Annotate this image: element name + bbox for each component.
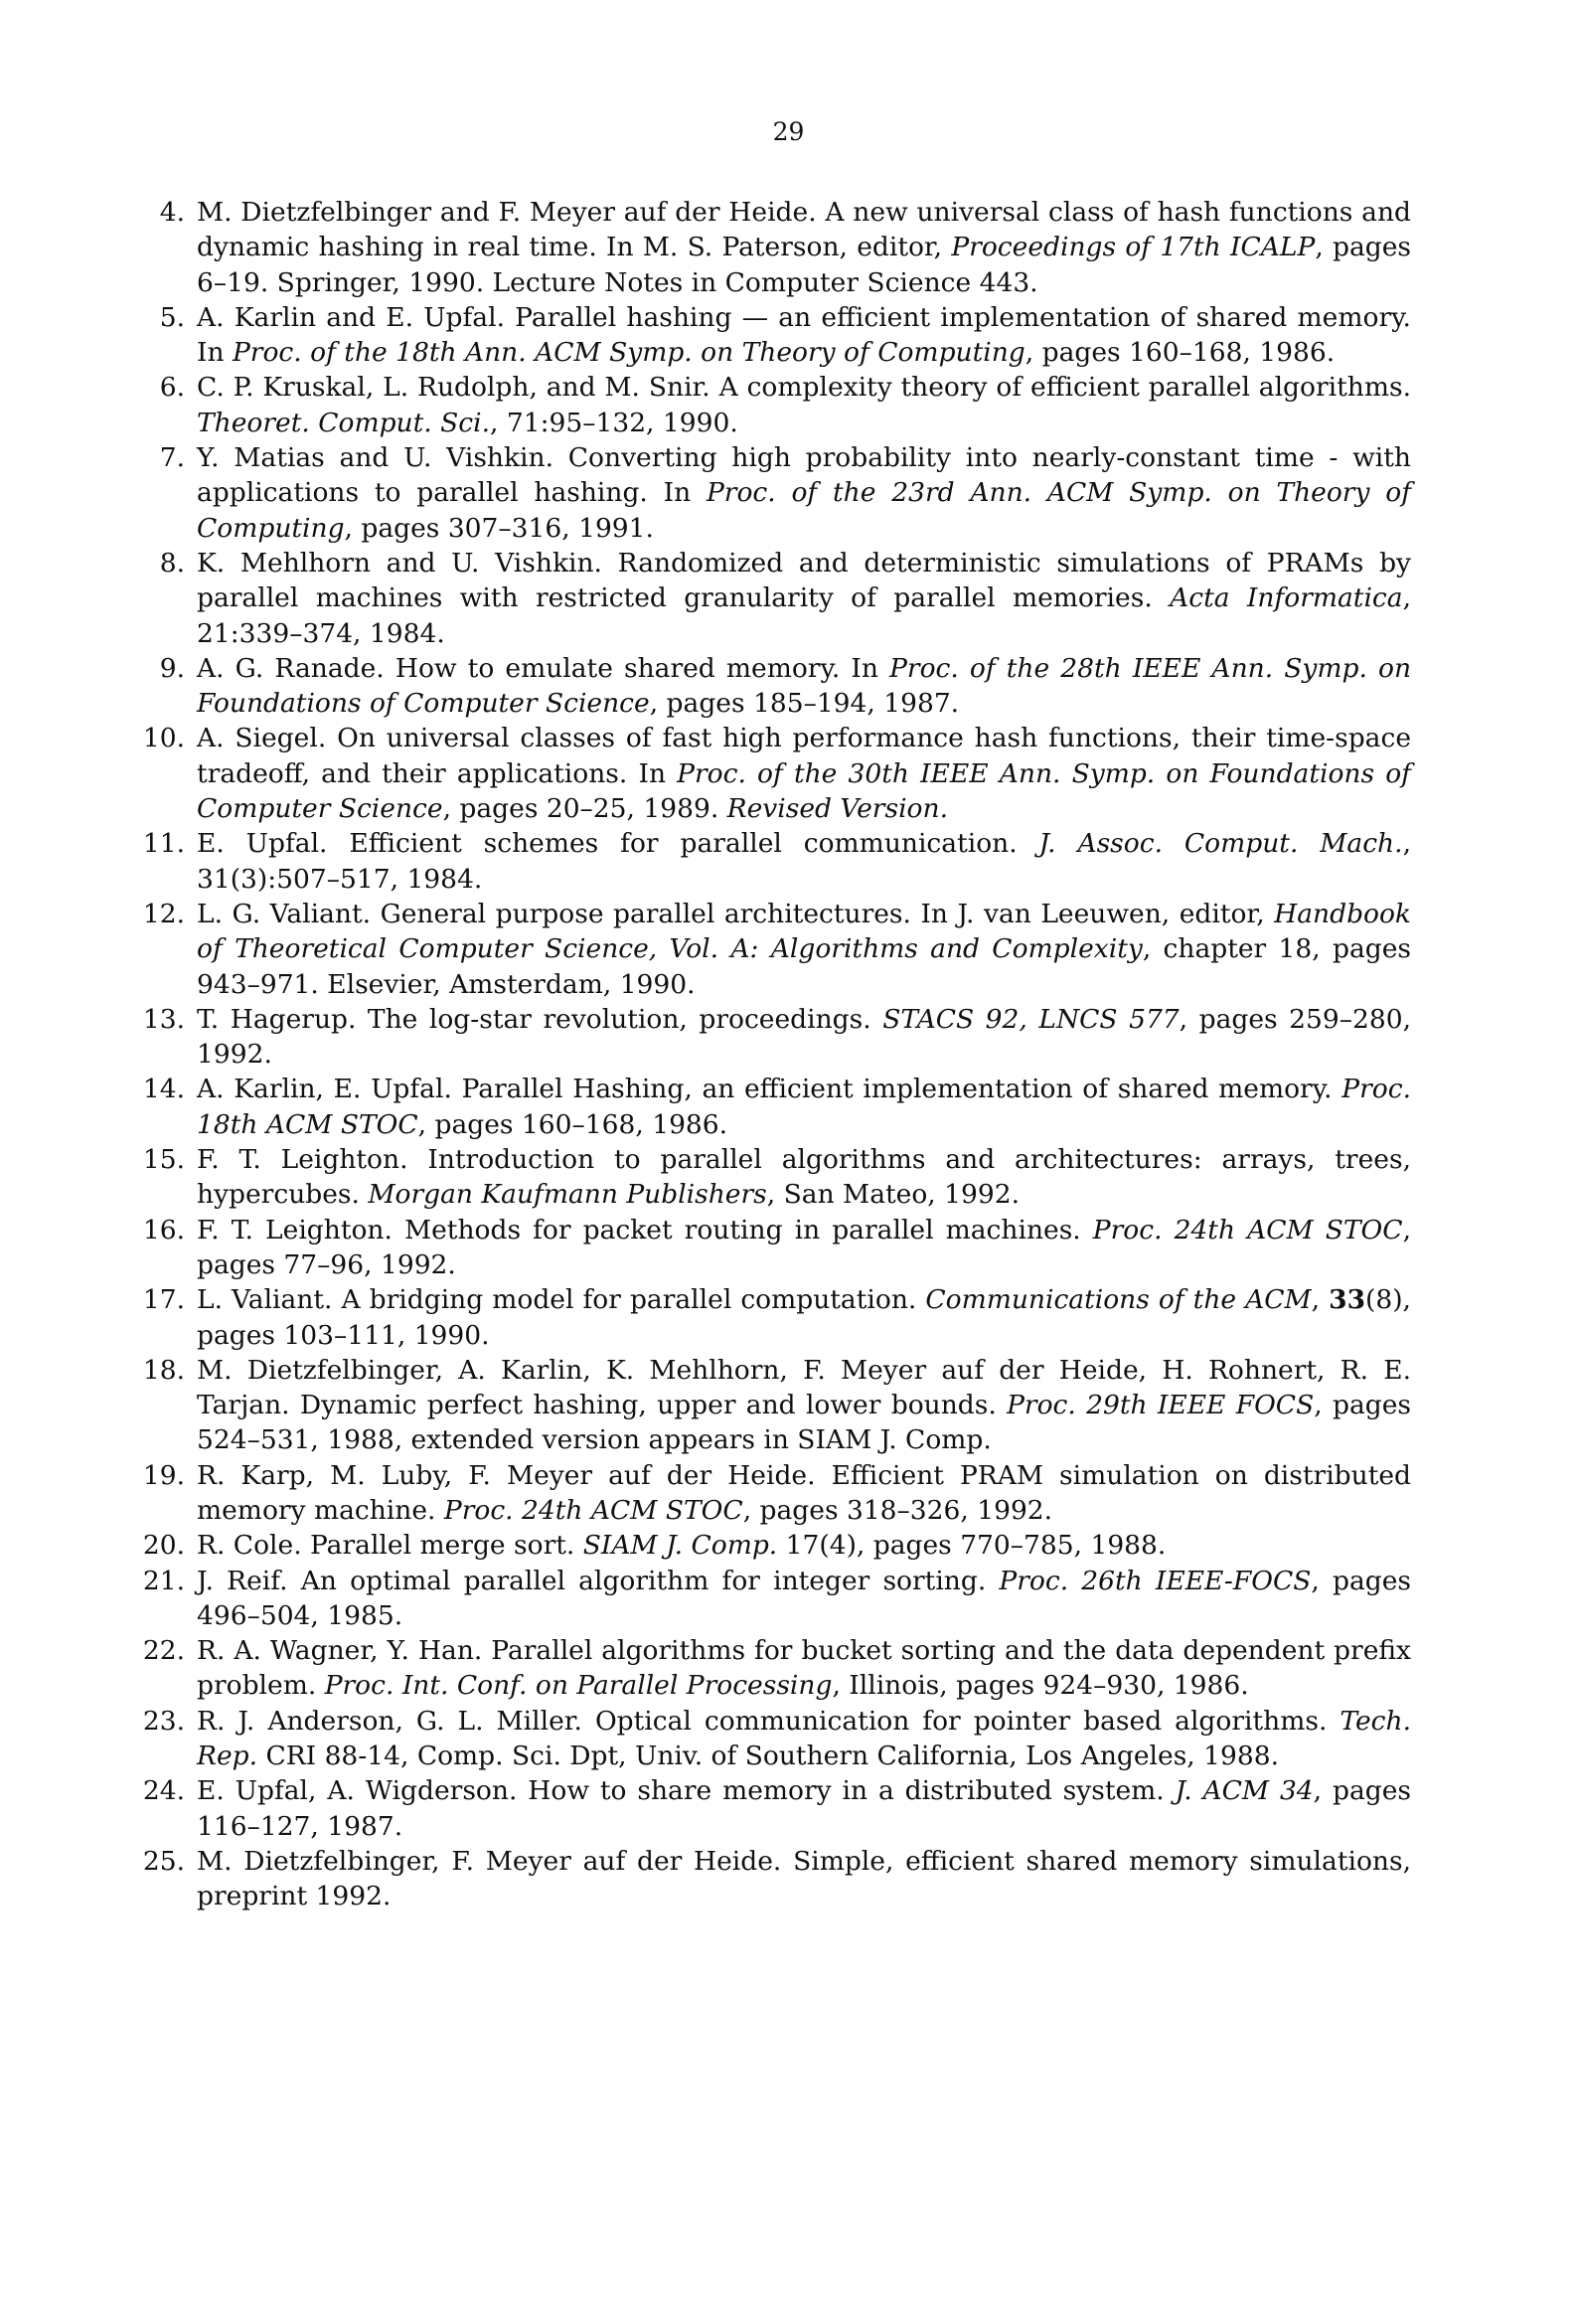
reference-number: 6. bbox=[159, 372, 185, 404]
reference-item bbox=[159, 651, 1411, 722]
reference-text bbox=[197, 1072, 1411, 1142]
reference-text-segment: , pages 307–316, 1991. bbox=[344, 512, 654, 544]
reference-number: 9. bbox=[159, 652, 185, 684]
reference-italic-text: Handbook of Theoretical Computer Science, Vol. A: Algorithms and Complexity bbox=[197, 898, 1411, 965]
reference-item bbox=[142, 1773, 1411, 1844]
reference-item bbox=[159, 195, 1411, 300]
reference-item bbox=[142, 1844, 1411, 1914]
reference-italic-text: Morgan Kaufmann Publishers bbox=[368, 1179, 767, 1211]
reference-text-segment: , bbox=[1311, 1284, 1330, 1316]
reference-number: 23. bbox=[142, 1705, 185, 1737]
reference-text-segment: , Illinois, pages 924–930, 1986. bbox=[832, 1670, 1249, 1702]
reference-text-segment: T. Hagerup. The log-star revolution, proceedings. bbox=[197, 1003, 883, 1035]
reference-text bbox=[197, 1213, 1411, 1283]
reference-number: 19. bbox=[142, 1459, 185, 1491]
reference-number: 14. bbox=[142, 1074, 185, 1105]
reference-text-segment: , pages 160–168, 1986. bbox=[417, 1108, 728, 1140]
reference-number: 13. bbox=[142, 1003, 185, 1035]
reference-item bbox=[142, 1072, 1411, 1142]
reference-text bbox=[197, 370, 1411, 440]
reference-italic-text: Proc. Int. Conf. on Parallel Processing bbox=[324, 1670, 833, 1702]
reference-text-segment: C. P. Kruskal, L. Rudolph, and M. Snir. A complexity theory of efficient parallel algorithms. bbox=[197, 372, 1411, 404]
reference-text bbox=[197, 546, 1411, 651]
reference-text-segment: R. Karp, M. Luby, F. Meyer auf der Heide. Efficient PRAM simulation on distributed memory machine. bbox=[197, 1459, 1411, 1526]
reference-text-segment: 17(4), pages 770–785, 1988. bbox=[777, 1530, 1167, 1562]
reference-italic-text: J. ACM 34 bbox=[1175, 1775, 1314, 1807]
reference-number: 5. bbox=[159, 301, 185, 333]
reference-text-segment: CRI 88-14, Comp. Sci. Dpt, Univ. of Southern California, Los Angeles, 1988. bbox=[257, 1741, 1280, 1772]
reference-text bbox=[197, 1528, 1411, 1563]
reference-text-segment: M. Dietzfelbinger and F. Meyer auf der Heide. A new universal class of hash functions and dynamic hashing in real time. In M. S. Paterson, editor, bbox=[197, 197, 1411, 263]
reference-text-segment: , pages 77–96, 1992. bbox=[197, 1214, 1411, 1280]
reference-text bbox=[197, 721, 1411, 826]
reference-number: 20. bbox=[142, 1530, 185, 1562]
reference-item bbox=[142, 1213, 1411, 1283]
reference-number: 24. bbox=[142, 1775, 185, 1807]
reference-text-segment: , pages 20–25, 1989. bbox=[442, 793, 727, 825]
reference-text-segment: , pages 496–504, 1985. bbox=[197, 1565, 1411, 1631]
reference-italic-text: Revised Version. bbox=[726, 793, 948, 825]
reference-text bbox=[197, 1704, 1411, 1774]
reference-italic-text: Proc. of the 18th Ann. ACM Symp. on Theory of Computing bbox=[232, 337, 1025, 369]
reference-text bbox=[197, 300, 1411, 371]
reference-number: 4. bbox=[159, 197, 185, 228]
reference-item bbox=[159, 440, 1411, 546]
reference-text-segment: , pages 524–531, 1988, extended version appears in SIAM J. Comp. bbox=[197, 1390, 1411, 1456]
reference-text bbox=[197, 1002, 1411, 1073]
reference-text bbox=[197, 1353, 1411, 1458]
reference-text bbox=[197, 1142, 1411, 1213]
reference-text-segment: E. Upfal, A. Wigderson. How to share memory in a distributed system. bbox=[197, 1775, 1176, 1807]
reference-text-segment: F. T. Leighton. Introduction to parallel algorithms and architectures: arrays, trees, hypercubes. bbox=[197, 1144, 1411, 1211]
reference-italic-text: Proc. of the 30th IEEE Ann. Symp. on Foundations of Computer Science bbox=[197, 757, 1411, 825]
reference-item bbox=[142, 897, 1411, 1002]
reference-italic-text: Proc. 24th ACM STOC bbox=[443, 1494, 743, 1526]
reference-item bbox=[142, 1704, 1411, 1774]
reference-item bbox=[159, 546, 1411, 651]
reference-italic-text: Proc. of the 23rd Ann. ACM Symp. on Theory of Computing bbox=[197, 477, 1412, 544]
reference-text-segment: (8), pages 103–111, 1990. bbox=[197, 1284, 1411, 1351]
reference-italic-text: Acta Informatica bbox=[1170, 582, 1403, 614]
reference-list bbox=[142, 195, 1412, 1914]
reference-italic-text: Theoret. Comput. Sci. bbox=[197, 407, 491, 438]
reference-italic-text: Proc. of the 28th IEEE Ann. Symp. on Foundations of Computer Science bbox=[197, 652, 1412, 720]
reference-text-segment: A. G. Ranade. How to emulate shared memory. In bbox=[197, 652, 890, 684]
reference-text-segment: , 71:95–132, 1990. bbox=[490, 407, 738, 438]
reference-item bbox=[142, 1282, 1411, 1353]
reference-number: 25. bbox=[142, 1845, 185, 1877]
reference-text-segment: J. Reif. An optimal parallel algorithm for integer sorting. bbox=[197, 1565, 1000, 1596]
reference-italic-text: Proc. 18th ACM STOC bbox=[197, 1074, 1411, 1140]
reference-number: 7. bbox=[159, 442, 185, 474]
reference-number: 8. bbox=[159, 547, 185, 579]
reference-text-segment: L. G. Valiant. General purpose parallel architectures. In J. van Leeuwen, editor, bbox=[197, 898, 1275, 929]
reference-italic-text: Proc. 29th IEEE FOCS bbox=[1007, 1390, 1315, 1421]
reference-text-segment: M. Dietzfelbinger, F. Meyer auf der Heide. Simple, efficient shared memory simulations, preprint 1992. bbox=[197, 1845, 1411, 1912]
reference-text-segment: R. J. Anderson, G. L. Miller. Optical communication for pointer based algorithms. bbox=[197, 1705, 1340, 1737]
reference-text bbox=[197, 1282, 1411, 1353]
reference-item bbox=[142, 1528, 1411, 1563]
reference-italic-text: Proceedings of 17th ICALP bbox=[951, 232, 1316, 263]
reference-text-segment: A. Siegel. On universal classes of fast high performance hash functions, their time-space tradeoff, and their applications. In bbox=[197, 723, 1411, 789]
reference-item bbox=[142, 1142, 1411, 1213]
reference-number: 15. bbox=[142, 1144, 185, 1176]
reference-italic-text: Communications of the ACM bbox=[925, 1284, 1312, 1316]
reference-item bbox=[142, 826, 1411, 897]
reference-bold-text: 33 bbox=[1329, 1284, 1366, 1316]
reference-item bbox=[142, 1353, 1411, 1458]
reference-text bbox=[197, 897, 1411, 1002]
reference-number: 22. bbox=[142, 1635, 185, 1667]
reference-text-segment: K. Mehlhorn and U. Vishkin. Randomized and deterministic simulations of PRAMs by parallel machines with restricted granularity of parallel memories. bbox=[197, 547, 1411, 614]
reference-text-segment: , 21:339–374, 1984. bbox=[197, 582, 1411, 649]
reference-text-segment: , San Mateo, 1992. bbox=[766, 1179, 1020, 1211]
reference-italic-text: J. Assoc. Comput. Mach. bbox=[1038, 828, 1403, 860]
reference-text-segment: , pages 185–194, 1987. bbox=[649, 688, 960, 720]
reference-text-segment: Y. Matias and U. Vishkin. Converting high probability into nearly-constant time - with applications to parallel hashing. In bbox=[197, 442, 1411, 509]
reference-italic-text: Tech. Rep. bbox=[197, 1705, 1411, 1772]
reference-italic-text: Proc. 24th ACM STOC bbox=[1092, 1214, 1403, 1245]
reference-number: 17. bbox=[142, 1284, 185, 1316]
reference-text-segment: E. Upfal. Efficient schemes for parallel communication. bbox=[197, 828, 1039, 860]
reference-item bbox=[142, 721, 1411, 826]
reference-text-segment: , pages 160–168, 1986. bbox=[1025, 337, 1336, 369]
reference-italic-text: Proc. 26th IEEE-FOCS bbox=[999, 1565, 1312, 1596]
reference-text-segment: A. Karlin, E. Upfal. Parallel Hashing, an efficient implementation of shared memory. bbox=[197, 1074, 1342, 1105]
reference-text bbox=[197, 1564, 1411, 1634]
reference-text bbox=[197, 651, 1411, 722]
reference-number: 12. bbox=[142, 898, 185, 929]
reference-text bbox=[197, 440, 1411, 546]
reference-item bbox=[142, 1564, 1411, 1634]
reference-text bbox=[197, 1773, 1411, 1844]
reference-number: 10. bbox=[142, 723, 185, 754]
reference-text bbox=[197, 1458, 1411, 1529]
reference-text-segment: A. Karlin and E. Upfal. Parallel hashing — an efficient implementation of shared memory. In bbox=[197, 301, 1411, 369]
reference-text-segment: , pages 6–19. Springer, 1990. Lecture Notes in Computer Science 443. bbox=[197, 232, 1411, 298]
reference-text bbox=[197, 195, 1411, 300]
reference-text-segment: R. Cole. Parallel merge sort. bbox=[197, 1530, 583, 1562]
page-number: 29 bbox=[772, 117, 805, 146]
reference-number: 16. bbox=[142, 1214, 185, 1245]
reference-text-segment: L. Valiant. A bridging model for parallel computation. bbox=[197, 1284, 926, 1316]
reference-text-segment: R. A. Wagner, Y. Han. Parallel algorithms for bucket sorting and the data dependent prefix problem. bbox=[197, 1635, 1411, 1702]
reference-number: 18. bbox=[142, 1354, 185, 1386]
reference-italic-text: SIAM J. Comp. bbox=[582, 1530, 778, 1562]
reference-text-segment: F. T. Leighton. Methods for packet routing in parallel machines. bbox=[197, 1214, 1093, 1245]
reference-item bbox=[159, 300, 1411, 371]
reference-item bbox=[159, 370, 1411, 440]
reference-text-segment: , pages 318–326, 1992. bbox=[742, 1494, 1053, 1526]
reference-number: 11. bbox=[142, 828, 185, 860]
reference-text-segment: , pages 259–280, 1992. bbox=[197, 1003, 1411, 1071]
reference-text bbox=[197, 1844, 1411, 1914]
reference-item bbox=[142, 1458, 1411, 1529]
reference-item bbox=[142, 1633, 1411, 1704]
reference-italic-text: STACS 92, LNCS 577 bbox=[882, 1003, 1180, 1035]
reference-text-segment: , pages 116–127, 1987. bbox=[197, 1775, 1411, 1842]
reference-number: 21. bbox=[142, 1565, 185, 1596]
reference-item bbox=[142, 1002, 1411, 1073]
reference-text-segment: , 31(3):507–517, 1984. bbox=[197, 828, 1411, 895]
reference-text bbox=[197, 1633, 1411, 1704]
reference-text bbox=[197, 826, 1411, 897]
reference-text-segment: , chapter 18, pages 943–971. Elsevier, Amsterdam, 1990. bbox=[197, 933, 1411, 1000]
reference-text-segment: M. Dietzfelbinger, A. Karlin, K. Mehlhorn, F. Meyer auf der Heide, H. Rohnert, R. E. Tarjan. Dynamic perfect hashing, upper and lower bounds. bbox=[197, 1354, 1411, 1421]
